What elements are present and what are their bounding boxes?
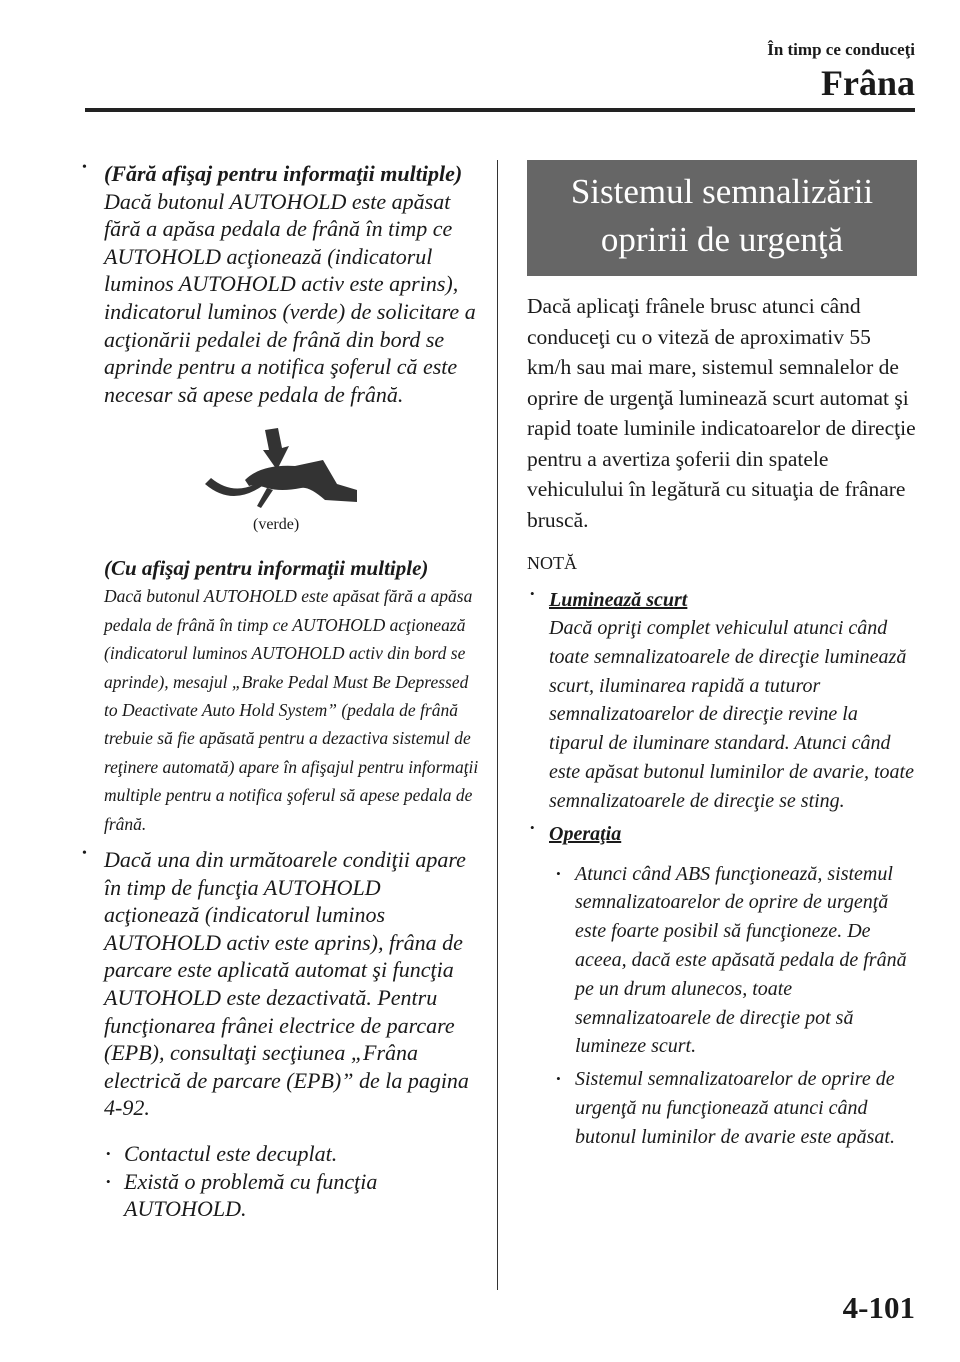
bullet-item-conditions xyxy=(80,846,480,1122)
bullet-body: • Dacă una din următoarele condiţii apare în timp de funcţia AUTOHOLD acţionează (indicatorul luminos AUTOHOLD activ este aprins), frâna de parcare este aplicată automat şi funcţia AUTOHOLD este dezactivată. Pentru funcţionarea frânei electrice de parcare (EPB), consultaţi secţiunea „Frâna electrică de parcare (EPB)” de la pagina 4-92. xyxy=(104,847,469,1121)
left-column xyxy=(80,160,480,1223)
note-heading: • Luminează scurt xyxy=(549,589,688,611)
figure-caption: (verde) xyxy=(253,516,300,534)
variant-body: Dacă butonul AUTOHOLD este apăsat fără a apăsa pedala de frână în timp ce AUTOHOLD acţionează (indicatorul luminos AUTOHOLD activ din bord se aprinde), mesajul „Brake Pedal Must Be Depressed to Deactivate Auto Hold System” (pedala de frână trebuie să fie apăsată pentru a dezactiva sistemul de reţinere automată) apare în afişajul pentru informaţii multiple pentru a notifica şoferul să apese pedala de frână. xyxy=(104,586,479,834)
note-item xyxy=(527,820,917,1152)
bullet-body: Dacă butonul AUTOHOLD este apăsat fără a apăsa pedala de frână în timp ce AUTOHOLD acţionează (indicatorul luminos AUTOHOLD activ este aprins), indicatorul luminos (verde) de solicitare a acţionării pedalei de frână din bord se aprinde pentru a notifica şoferul că este necesar să apese pedala de frână. xyxy=(104,188,476,407)
bullet-item-no-display xyxy=(80,160,480,408)
list-item: • Atunci când ABS funcţionează, sistemul semnalizatoarelor de oprire de urgenţă este foarte posibil să funcţioneze. De aceea, dacă este apăsată pedala de frână pe un drum alunecos, toate semnalizatoarele de direcţie pot să lumineze scurt. xyxy=(553,860,917,1062)
right-column xyxy=(527,160,917,1152)
variant-heading: (Cu afişaj pentru informaţii multiple) xyxy=(104,556,429,581)
bullet-heading: • (Fără afişaj pentru informaţii multiple) xyxy=(104,161,463,186)
page-number: 4-101 xyxy=(842,1290,915,1325)
list-item: • Contactul este decuplat. xyxy=(104,1140,480,1168)
banner-line: Sistemul semnalizării xyxy=(570,172,874,211)
brake-pedal-request-icon xyxy=(205,426,365,518)
page-title: Frâna xyxy=(821,63,915,103)
header-divider xyxy=(85,108,915,112)
section-banner xyxy=(527,160,917,276)
banner-line: opririi de urgenţă xyxy=(600,220,844,259)
note-item xyxy=(527,586,917,816)
section-header: În timp ce conduceţi xyxy=(767,40,915,59)
note-body: Dacă opriţi complet vehiculul atunci când toate semnalizatoarele de direcţie luminează scurt, iluminarea rapidă a tuturor semnalizatoarelor de direcţie revine la tiparul de iluminare standard. Atunci când este apăsat butonul luminilor de avarie, toate semnalizatoarele de direcţie se sting. xyxy=(549,617,914,812)
column-divider xyxy=(497,160,498,1290)
condition-list xyxy=(80,1140,480,1223)
bullet-text xyxy=(104,160,480,408)
list-item: • Sistemul semnalizatoarelor de oprire de urgenţă nu funcţionează atunci când butonul luminilor de avarie este apăsat. xyxy=(553,1065,917,1151)
brake-pedal-figure xyxy=(80,426,480,546)
note-heading: • Operaţia xyxy=(549,822,622,845)
note-label: NOTĂ xyxy=(527,553,577,573)
note-sublist xyxy=(549,860,917,1152)
display-variant-block xyxy=(80,554,480,838)
list-item: • Există o problemă cu funcţia AUTOHOLD. xyxy=(104,1168,480,1223)
intro-paragraph: Dacă aplicaţi frânele brusc atunci când conduceţi cu o viteză de aproximativ 55 km/h sau mai mare, sistemul semnalelor de oprire de urgenţă luminează scurt automat şi rapid toate luminile indicatoarelor de direcţie pentru a avertiza şoferii din spatele vehiculului în legătură cu situaţia de frânare bruscă. xyxy=(527,294,916,532)
